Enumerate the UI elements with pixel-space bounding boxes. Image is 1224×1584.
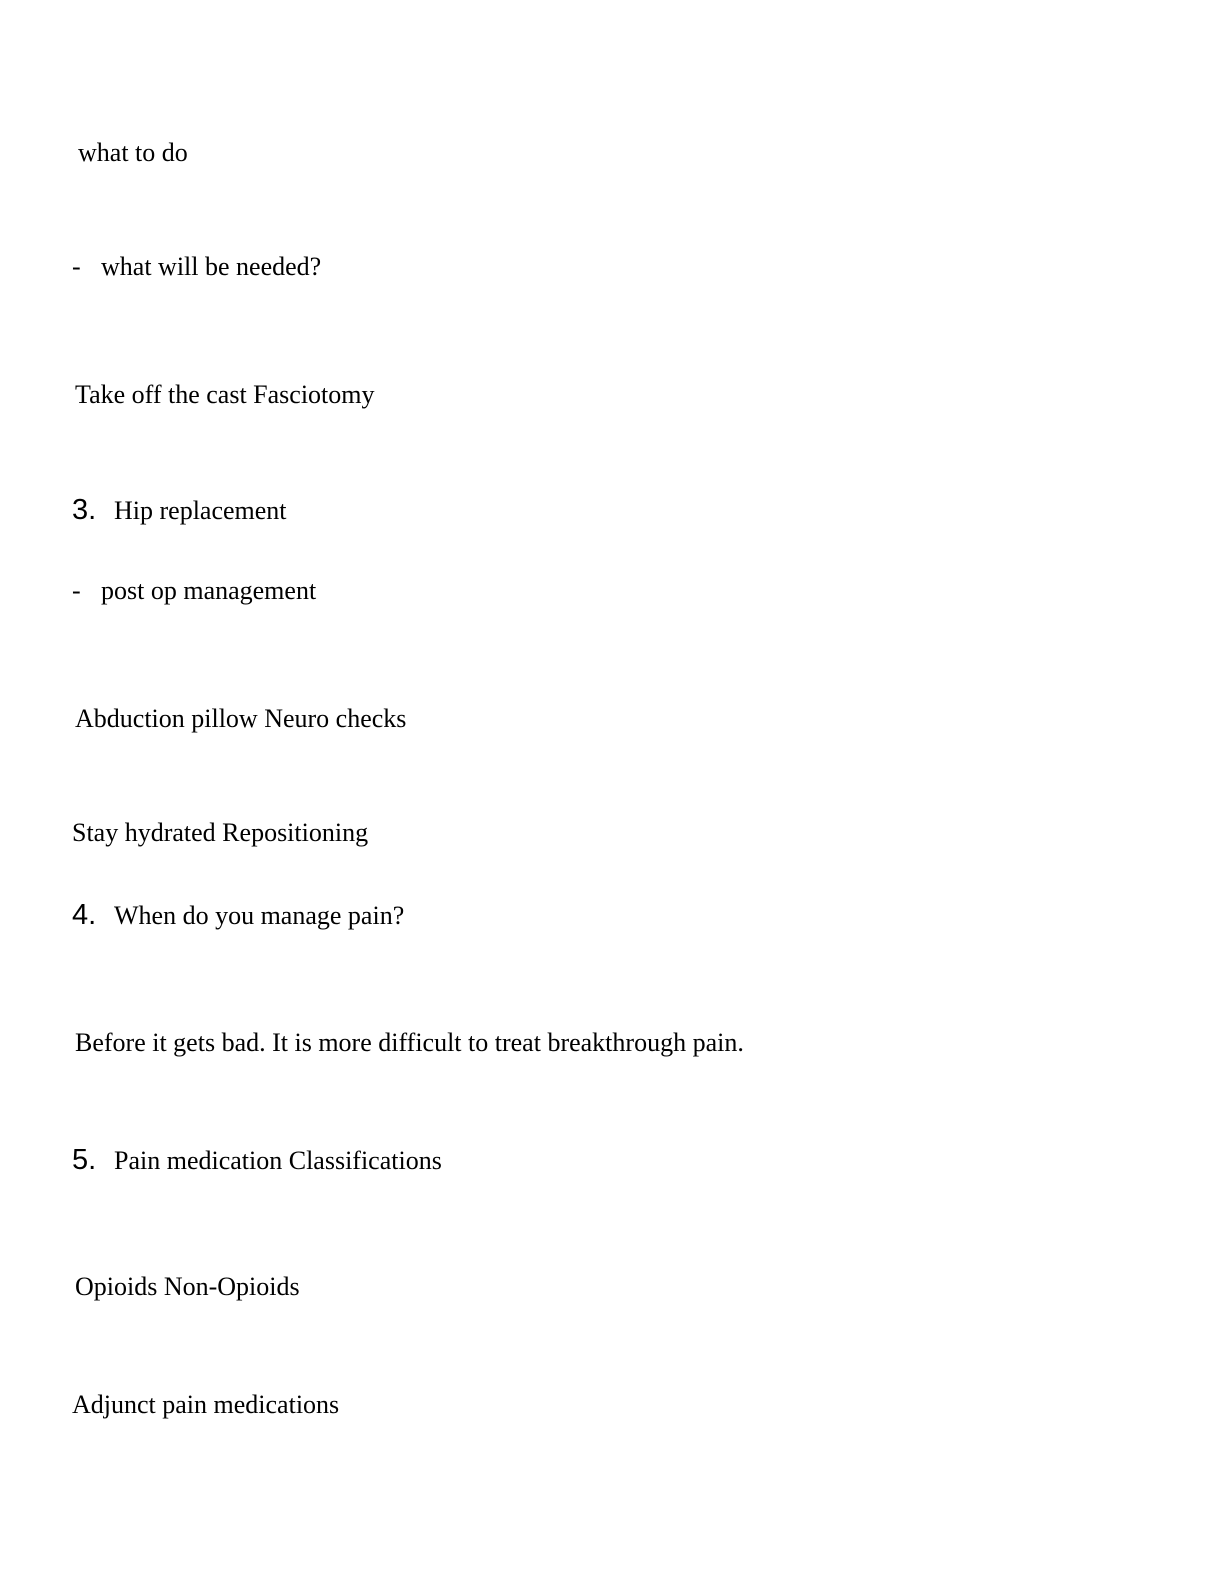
bullet-item-text: what will be needed? [101,252,322,281]
text-line-take-off-cast: Take off the cast Fasciotomy [75,380,375,409]
text-line-abduction-pillow: Abduction pillow Neuro checks [75,704,407,733]
item-number: 3. [72,494,97,526]
item-text: Hip replacement [114,496,287,525]
bullet-item-text: post op management [101,576,317,605]
text-line-opioids: Opioids Non-Opioids [75,1272,300,1301]
text-line-stay-hydrated: Stay hydrated Repositioning [72,818,369,847]
numbered-item-5 [72,1145,442,1176]
numbered-item-3 [72,495,287,526]
bullet-item-post-op [72,576,316,606]
text-line-adjunct-pain-medications: Adjunct pain medications [72,1390,340,1419]
item-text: Pain medication Classifications [114,1146,442,1175]
text-line-what-to-do: what to do [78,138,188,167]
bullet-item-what-will-be-needed [72,252,321,282]
numbered-item-4 [72,900,404,931]
item-number: 5. [72,1144,97,1176]
item-text: When do you manage pain? [114,901,405,930]
bullet-dash: - [72,576,81,605]
bullet-dash: - [72,252,81,281]
text-line-before-it-gets-bad: Before it gets bad. It is more difficult to treat breakthrough pain. [75,1028,744,1057]
item-number: 4. [72,899,97,931]
